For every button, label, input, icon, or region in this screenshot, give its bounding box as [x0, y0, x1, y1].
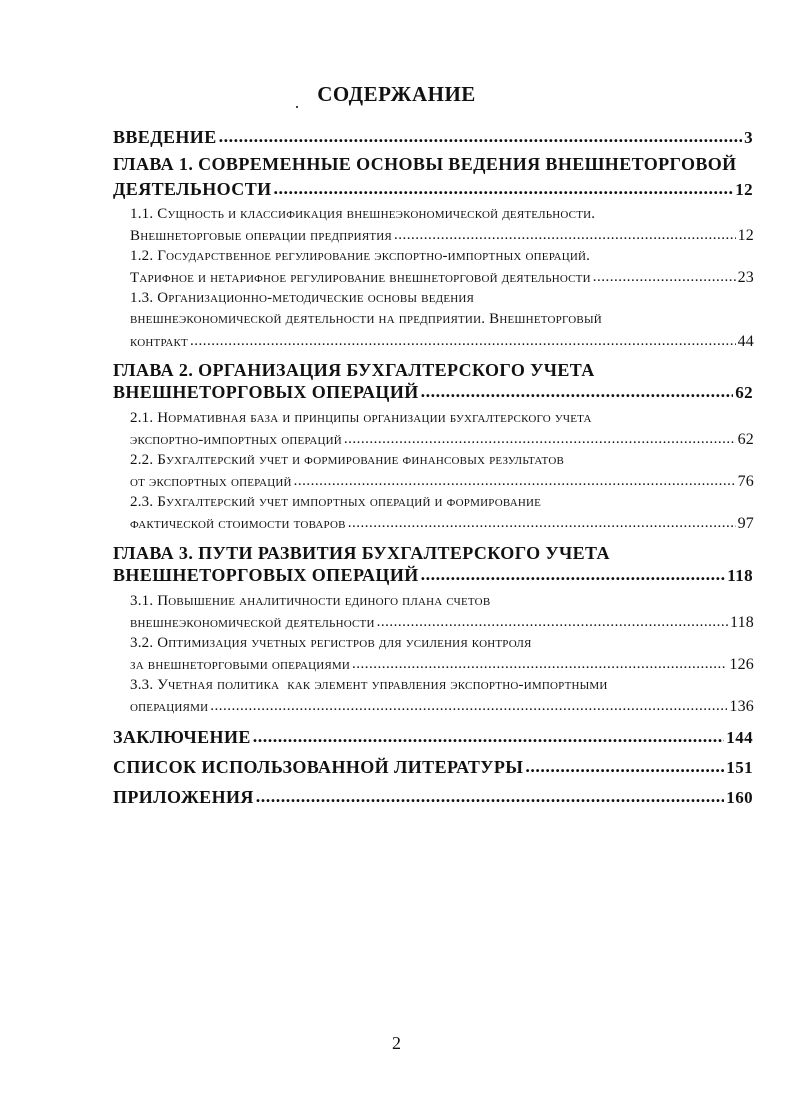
dot-leader	[525, 757, 724, 775]
toc-entry-conclusion	[113, 728, 753, 746]
toc-page-number: 160	[726, 788, 753, 807]
dot-leader	[294, 474, 736, 489]
toc-section-2-3-heading: 2.3. Бухгалтерский учет импортных операций и формирование	[130, 494, 542, 510]
dot-leader	[421, 382, 734, 400]
dot-leader	[593, 270, 736, 285]
toc-page-number: 23	[737, 269, 754, 286]
toc-page-number: 136	[729, 698, 754, 715]
toc-entry-text: СПИСОК ИСПОЛЬЗОВАННОЙ ЛИТЕРАТУРЫ	[113, 757, 524, 777]
toc-entry-references	[113, 758, 753, 776]
dot-leader	[219, 127, 742, 145]
toc-page-number: 144	[726, 728, 753, 747]
toc-page-number: 118	[729, 614, 754, 631]
toc-entry-text: ВНЕШНЕТОРГОВЫХ ОПЕРАЦИЙ	[113, 382, 419, 402]
toc-entry-text: от экспортных операций	[130, 474, 292, 490]
toc-page-number: 12	[737, 227, 754, 244]
dot-leader	[352, 657, 727, 672]
toc-entry-chapter-3	[113, 566, 753, 584]
toc-entry-section-3-1	[130, 615, 754, 631]
toc-page-number: 76	[737, 473, 754, 490]
toc-section-3-3-heading: 3.3. Учетная политика как элемент управления экспортно-импортными	[130, 677, 608, 693]
dot-leader	[210, 699, 727, 714]
toc-page-number: 12	[735, 180, 753, 199]
dot-leader	[253, 727, 725, 745]
toc-page-number: 62	[737, 431, 754, 448]
toc-entry-section-1-2	[130, 270, 754, 286]
toc-entry-text: фактической стоимости товаров	[130, 516, 346, 532]
toc-chapter-2-heading: ГЛАВА 2. ОРГАНИЗАЦИЯ БУХГАЛТЕРСКОГО УЧЕТА	[113, 360, 595, 380]
toc-section-2-1-heading: 2.1. Нормативная база и принципы организации бухгалтерского учета	[130, 410, 592, 426]
toc-page-number: 62	[735, 383, 753, 402]
toc-section-1-1-heading: 1.1. Сущность и классификация внешнеэкономической деятельности.	[130, 206, 596, 222]
toc-section-1-2-heading: 1.2. Государственное регулирование экспортно-импортных операций.	[130, 248, 591, 264]
toc-entry-text: за внешнеторговыми операциями	[130, 657, 351, 673]
toc-page-number: 118	[727, 566, 753, 585]
toc-page-number: 151	[726, 758, 753, 777]
toc-entry-section-3-3	[130, 699, 754, 715]
toc-section-3-2-heading: 3.2. Оптимизация учетных регистров для усиления контроля	[130, 635, 532, 651]
toc-entry-section-2-1	[130, 432, 754, 448]
toc-entry-intro	[113, 128, 753, 146]
dot-leader	[421, 565, 726, 583]
toc-entry-chapter-1	[113, 180, 753, 198]
toc-section-1-3-heading-2: внешнеэкономической деятельности на предприятии. Внешнеторговый	[130, 311, 602, 327]
toc-entry-section-2-3	[130, 516, 754, 532]
toc-chapter-1-heading: ГЛАВА 1. СОВРЕМЕННЫЕ ОСНОВЫ ВЕДЕНИЯ ВНЕШНЕТОРГОВОЙ	[113, 154, 737, 174]
page-title: СОДЕРЖАНИЕ	[317, 82, 476, 106]
toc-entry-section-1-1	[130, 228, 754, 244]
toc-entry-section-3-2	[130, 657, 754, 673]
toc-section-1-3-heading: 1.3. Организационно-методические основы ведения	[130, 290, 475, 306]
dot-leader	[256, 787, 725, 805]
dot-leader	[344, 432, 736, 447]
toc-page-number: 97	[737, 515, 754, 532]
toc-entry-text: Внешнеторговые операции предприятия	[130, 228, 392, 244]
toc-entry-text: экспортно-импортных операций	[130, 432, 342, 448]
toc-chapter-3-heading: ГЛАВА 3. ПУТИ РАЗВИТИЯ БУХГАЛТЕРСКОГО УЧЕТА	[113, 543, 610, 563]
toc-entry-text: ВВЕДЕНИЕ	[113, 127, 217, 147]
dot-leader	[394, 228, 736, 243]
toc-page-number: 126	[729, 656, 754, 673]
toc-entry-section-1-3	[130, 334, 754, 350]
toc-entry-appendices	[113, 788, 753, 806]
toc-entry-text: Тарифное и нетарифное регулирование внешнеторговой деятельности	[130, 270, 591, 286]
dot-leader	[377, 615, 728, 630]
page-number: 2	[392, 1033, 401, 1053]
toc-page-number: 44	[737, 333, 754, 350]
toc-page-number: 3	[744, 128, 753, 147]
scan-speck	[296, 106, 298, 108]
toc-entry-text: контракт	[130, 334, 188, 350]
toc-entry-section-2-2	[130, 474, 754, 490]
toc-section-3-1-heading: 3.1. Повышение аналитичности единого плана счетов	[130, 593, 491, 609]
toc-entry-chapter-2	[113, 383, 753, 401]
toc-entry-text: внешнеэкономической деятельности	[130, 615, 375, 631]
toc-entry-text: ДЕЯТЕЛЬНОСТИ	[113, 179, 272, 199]
toc-section-2-2-heading: 2.2. Бухгалтерский учет и формирование финансовых результатов	[130, 452, 565, 468]
toc-entry-text: ВНЕШНЕТОРГОВЫХ ОПЕРАЦИЙ	[113, 565, 419, 585]
toc-entry-text: ЗАКЛЮЧЕНИЕ	[113, 727, 251, 747]
toc-entry-text: операциями	[130, 699, 209, 715]
toc-entry-text: ПРИЛОЖЕНИЯ	[113, 787, 254, 807]
dot-leader	[274, 179, 734, 197]
dot-leader	[190, 334, 736, 349]
dot-leader	[348, 516, 736, 531]
